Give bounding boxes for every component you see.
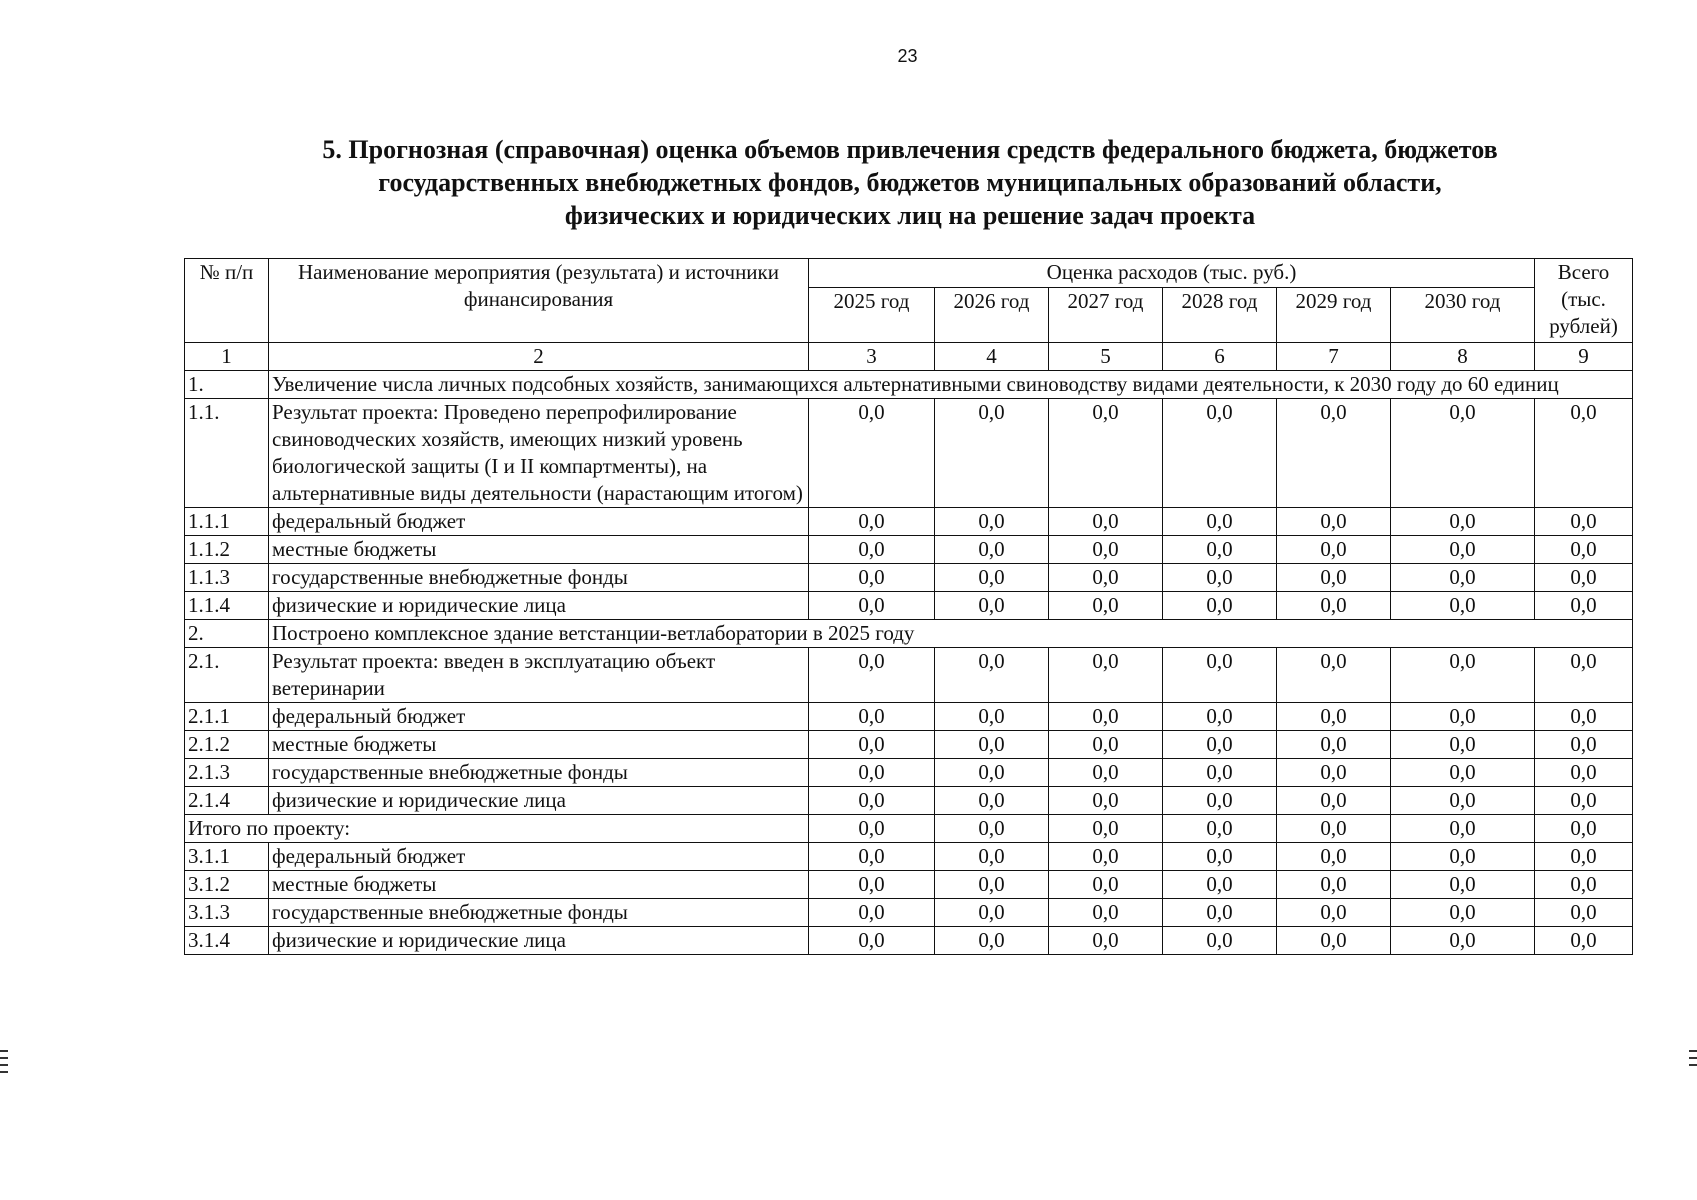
row-total-value: 0,0: [1535, 843, 1633, 871]
row-number: 2.1.4: [185, 787, 269, 815]
row-number: 3.1.2: [185, 871, 269, 899]
row-name: физические и юридические лица: [269, 927, 809, 955]
row-year-value: 0,0: [1277, 508, 1391, 536]
row-total-value: 0,0: [1535, 787, 1633, 815]
row-total-value: 0,0: [1535, 592, 1633, 620]
document-title: [180, 133, 1640, 232]
header-total: Всего (тыс. рублей): [1535, 259, 1633, 343]
header-year: 2028 год: [1163, 288, 1277, 343]
title-line-1: 5. Прогнозная (справочная) оценка объемов привлечения средств федерального бюджета, бюджетов: [322, 135, 1498, 164]
row-year-value: 0,0: [1391, 843, 1535, 871]
funding-source-row: [185, 703, 1633, 731]
row-name: государственные внебюджетные фонды: [269, 564, 809, 592]
row-year-value: 0,0: [935, 899, 1049, 927]
row-number: 3.1.4: [185, 927, 269, 955]
header-name: Наименование мероприятия (результата) и источники финансирования: [269, 259, 809, 343]
project-total-value: 0,0: [1277, 815, 1391, 843]
row-year-value: 0,0: [1049, 703, 1163, 731]
column-index: 3: [809, 343, 935, 371]
row-number: 2.1.: [185, 648, 269, 703]
header-year: 2027 год: [1049, 288, 1163, 343]
row-year-value: 0,0: [1391, 899, 1535, 927]
row-year-value: 0,0: [935, 787, 1049, 815]
row-year-value: 0,0: [935, 703, 1049, 731]
row-year-value: 0,0: [1049, 399, 1163, 508]
row-number: 2.1.1: [185, 703, 269, 731]
funding-source-row: [185, 536, 1633, 564]
row-year-value: 0,0: [935, 508, 1049, 536]
table-body: [185, 371, 1633, 955]
row-year-value: 0,0: [1277, 843, 1391, 871]
row-year-value: 0,0: [935, 536, 1049, 564]
column-index: 9: [1535, 343, 1633, 371]
funding-source-row: [185, 759, 1633, 787]
project-total-value: 0,0: [809, 815, 935, 843]
row-year-value: 0,0: [809, 927, 935, 955]
row-number: 1.1.4: [185, 592, 269, 620]
funding-source-row: [185, 592, 1633, 620]
header-year: 2029 год: [1277, 288, 1391, 343]
column-index: 5: [1049, 343, 1163, 371]
row-year-value: 0,0: [1049, 871, 1163, 899]
row-year-value: 0,0: [1277, 399, 1391, 508]
row-year-value: 0,0: [1049, 564, 1163, 592]
header-estimate: Оценка расходов (тыс. руб.): [809, 259, 1535, 288]
header-year: 2026 год: [935, 288, 1049, 343]
row-year-value: 0,0: [935, 399, 1049, 508]
funding-source-row: [185, 843, 1633, 871]
column-index: 6: [1163, 343, 1277, 371]
row-year-value: 0,0: [1163, 871, 1277, 899]
row-number: 3.1.1: [185, 843, 269, 871]
row-year-value: 0,0: [1391, 871, 1535, 899]
row-year-value: 0,0: [1391, 564, 1535, 592]
row-year-value: 0,0: [935, 592, 1049, 620]
row-year-value: 0,0: [1163, 592, 1277, 620]
row-total-value: 0,0: [1535, 759, 1633, 787]
row-name: местные бюджеты: [269, 536, 809, 564]
section-title: Увеличение числа личных подсобных хозяйств, занимающихся альтернативными свиноводству видами деятельности, к 2030 году до 60 единиц: [269, 371, 1633, 399]
row-year-value: 0,0: [1277, 731, 1391, 759]
row-year-value: 0,0: [1163, 564, 1277, 592]
row-year-value: 0,0: [1049, 592, 1163, 620]
row-total-value: 0,0: [1535, 508, 1633, 536]
row-year-value: 0,0: [1391, 731, 1535, 759]
row-year-value: 0,0: [1391, 703, 1535, 731]
row-year-value: 0,0: [935, 927, 1049, 955]
row-year-value: 0,0: [809, 536, 935, 564]
row-name: федеральный бюджет: [269, 508, 809, 536]
row-year-value: 0,0: [1049, 731, 1163, 759]
row-number: 1.1.: [185, 399, 269, 508]
column-index: 4: [935, 343, 1049, 371]
row-name: местные бюджеты: [269, 731, 809, 759]
project-total-value: 0,0: [1391, 815, 1535, 843]
row-total-value: 0,0: [1535, 703, 1633, 731]
row-year-value: 0,0: [1049, 899, 1163, 927]
funding-source-row: [185, 899, 1633, 927]
row-year-value: 0,0: [1277, 759, 1391, 787]
row-total-value: 0,0: [1535, 564, 1633, 592]
row-year-value: 0,0: [809, 508, 935, 536]
row-year-value: 0,0: [1277, 871, 1391, 899]
row-year-value: 0,0: [1163, 759, 1277, 787]
row-number: 1.1.1: [185, 508, 269, 536]
row-year-value: 0,0: [1163, 899, 1277, 927]
column-index-row: [185, 343, 1633, 371]
funding-source-row: [185, 508, 1633, 536]
row-year-value: 0,0: [809, 871, 935, 899]
row-year-value: 0,0: [809, 564, 935, 592]
row-year-value: 0,0: [809, 759, 935, 787]
row-year-value: 0,0: [1277, 703, 1391, 731]
row-year-value: 0,0: [809, 787, 935, 815]
row-total-value: 0,0: [1535, 648, 1633, 703]
project-total-value: 0,0: [1049, 815, 1163, 843]
row-year-value: 0,0: [935, 843, 1049, 871]
result-row: [185, 399, 1633, 508]
header-num: № п/п: [185, 259, 269, 343]
row-total-value: 0,0: [1535, 927, 1633, 955]
section-number: 2.: [185, 620, 269, 648]
budget-table: [184, 258, 1633, 955]
row-number: 2.1.2: [185, 731, 269, 759]
row-year-value: 0,0: [1049, 648, 1163, 703]
page-number: 23: [897, 46, 918, 66]
row-year-value: 0,0: [1163, 843, 1277, 871]
row-year-value: 0,0: [1277, 564, 1391, 592]
scan-edge-marks-right: [1689, 1050, 1697, 1090]
row-total-value: 0,0: [1535, 871, 1633, 899]
row-total-value: 0,0: [1535, 536, 1633, 564]
row-year-value: 0,0: [1163, 703, 1277, 731]
row-year-value: 0,0: [935, 759, 1049, 787]
column-index: 2: [269, 343, 809, 371]
row-total-value: 0,0: [1535, 399, 1633, 508]
column-index: 1: [185, 343, 269, 371]
header-year: 2030 год: [1391, 288, 1535, 343]
row-year-value: 0,0: [809, 731, 935, 759]
scan-edge-marks-left: [0, 1050, 8, 1090]
funding-source-row: [185, 871, 1633, 899]
project-total-value: 0,0: [1535, 815, 1633, 843]
row-name: государственные внебюджетные фонды: [269, 899, 809, 927]
column-index: 8: [1391, 343, 1535, 371]
row-year-value: 0,0: [1049, 927, 1163, 955]
row-year-value: 0,0: [1391, 648, 1535, 703]
section-row: [185, 620, 1633, 648]
row-number: 1.1.2: [185, 536, 269, 564]
row-name: физические и юридические лица: [269, 787, 809, 815]
row-year-value: 0,0: [935, 731, 1049, 759]
row-year-value: 0,0: [1163, 787, 1277, 815]
title-line-2: государственных внебюджетных фондов, бюджетов муниципальных образований области,: [378, 168, 1442, 197]
section-number: 1.: [185, 371, 269, 399]
row-year-value: 0,0: [1049, 508, 1163, 536]
row-year-value: 0,0: [1391, 399, 1535, 508]
row-year-value: 0,0: [1277, 927, 1391, 955]
row-year-value: 0,0: [1277, 536, 1391, 564]
row-year-value: 0,0: [1391, 787, 1535, 815]
project-total-row: [185, 815, 1633, 843]
row-year-value: 0,0: [1163, 927, 1277, 955]
row-name: местные бюджеты: [269, 871, 809, 899]
funding-source-row: [185, 731, 1633, 759]
row-year-value: 0,0: [1049, 787, 1163, 815]
project-total-value: 0,0: [1163, 815, 1277, 843]
row-year-value: 0,0: [809, 899, 935, 927]
section-title: Построено комплексное здание ветстанции-ветлаборатории в 2025 году: [269, 620, 1633, 648]
row-year-value: 0,0: [809, 648, 935, 703]
row-year-value: 0,0: [1049, 843, 1163, 871]
row-year-value: 0,0: [1277, 592, 1391, 620]
funding-source-row: [185, 927, 1633, 955]
row-year-value: 0,0: [935, 564, 1049, 592]
row-year-value: 0,0: [1391, 508, 1535, 536]
row-year-value: 0,0: [809, 592, 935, 620]
row-number: 2.1.3: [185, 759, 269, 787]
row-name: федеральный бюджет: [269, 843, 809, 871]
row-year-value: 0,0: [1049, 759, 1163, 787]
result-row: [185, 648, 1633, 703]
title-line-3: физических и юридических лиц на решение задач проекта: [564, 201, 1256, 230]
row-name: федеральный бюджет: [269, 703, 809, 731]
row-year-value: 0,0: [1277, 899, 1391, 927]
row-year-value: 0,0: [1391, 759, 1535, 787]
row-name: государственные внебюджетные фонды: [269, 759, 809, 787]
row-year-value: 0,0: [1163, 731, 1277, 759]
row-year-value: 0,0: [809, 703, 935, 731]
row-year-value: 0,0: [1391, 536, 1535, 564]
project-total-value: 0,0: [935, 815, 1049, 843]
row-name: Результат проекта: Проведено перепрофилирование свиноводческих хозяйств, имеющих низкий уровень биологической защиты (I и II компартменты), на альтернативные виды деятельности (нарастающим итогом): [269, 399, 809, 508]
row-year-value: 0,0: [1391, 927, 1535, 955]
row-total-value: 0,0: [1535, 899, 1633, 927]
row-year-value: 0,0: [1163, 536, 1277, 564]
section-row: [185, 371, 1633, 399]
row-number: 1.1.3: [185, 564, 269, 592]
row-year-value: 0,0: [1163, 648, 1277, 703]
column-index: 7: [1277, 343, 1391, 371]
row-year-value: 0,0: [1163, 399, 1277, 508]
row-name: физические и юридические лица: [269, 592, 809, 620]
row-year-value: 0,0: [1277, 787, 1391, 815]
row-name: Результат проекта: введен в эксплуатацию объект ветеринарии: [269, 648, 809, 703]
row-year-value: 0,0: [1049, 536, 1163, 564]
funding-source-row: [185, 564, 1633, 592]
row-year-value: 0,0: [935, 871, 1049, 899]
row-year-value: 0,0: [1163, 508, 1277, 536]
row-year-value: 0,0: [809, 399, 935, 508]
row-number: 3.1.3: [185, 899, 269, 927]
row-year-value: 0,0: [1391, 592, 1535, 620]
row-year-value: 0,0: [935, 648, 1049, 703]
row-total-value: 0,0: [1535, 731, 1633, 759]
row-year-value: 0,0: [809, 843, 935, 871]
header-year: 2025 год: [809, 288, 935, 343]
project-total-label: Итого по проекту:: [185, 815, 809, 843]
row-year-value: 0,0: [1277, 648, 1391, 703]
funding-source-row: [185, 787, 1633, 815]
